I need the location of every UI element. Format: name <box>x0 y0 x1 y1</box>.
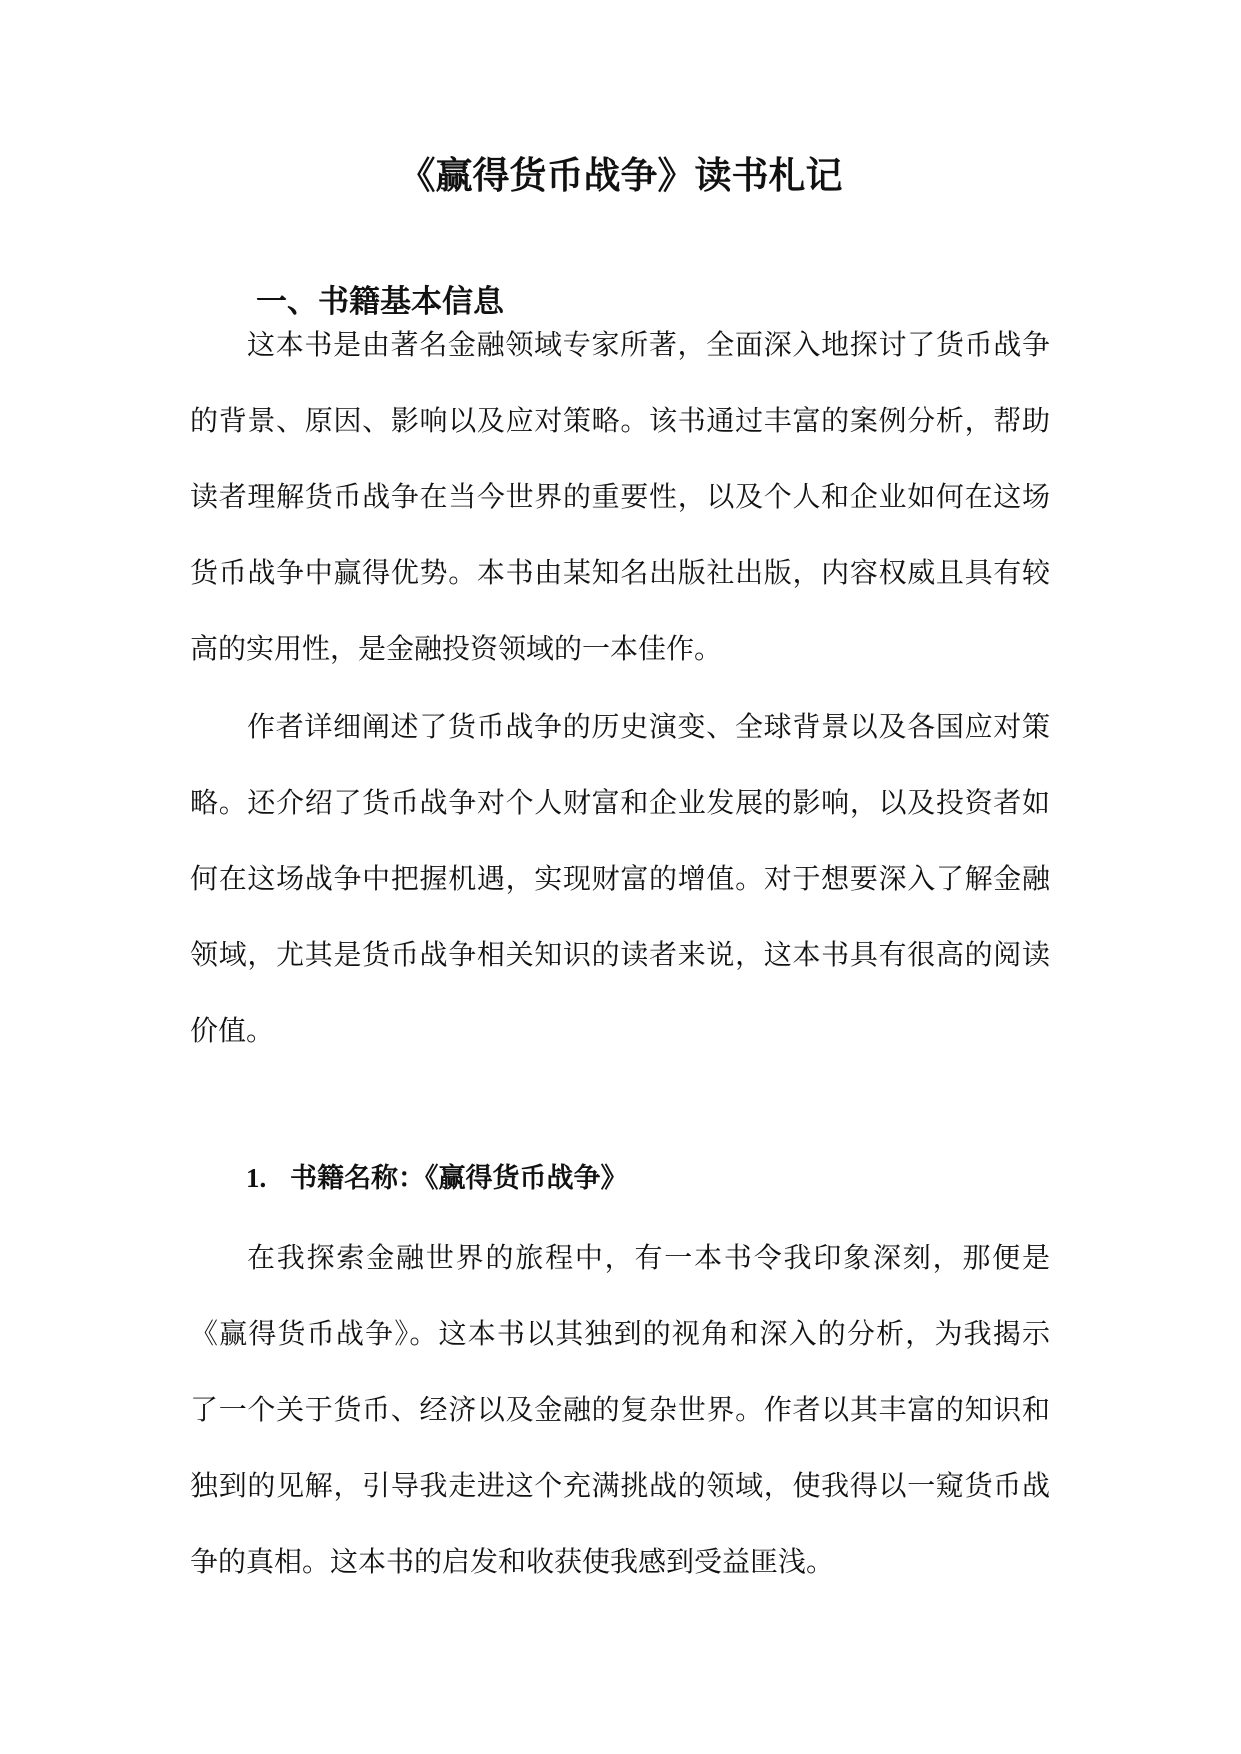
paragraph-line: 略。还介绍了货币战争对个人财富和企业发展的影响，以及投资者如 <box>190 786 1050 819</box>
paragraph-line: 争的真相。这本书的启发和收获使我感到受益匪浅。 <box>190 1545 835 1578</box>
subsection-number: 1. <box>246 1163 267 1193</box>
paragraph-line: 读者理解货币战争在当今世界的重要性，以及个人和企业如何在这场 <box>190 480 1050 513</box>
paragraph-line: 货币战争中赢得优势。本书由某知名出版社出版，内容权威且具有较 <box>190 556 1050 589</box>
subsection-heading <box>246 1158 628 1199</box>
paragraph-line: 的背景、原因、影响以及应对策略。该书通过丰富的案例分析，帮助 <box>190 404 1050 437</box>
paragraph-line: 高的实用性，是金融投资领域的一本佳作。 <box>190 632 723 665</box>
paragraph <box>190 689 1050 1069</box>
paragraph-line: 何在这场战争中把握机遇，实现财富的增值。对于想要深入了解金融 <box>190 862 1050 895</box>
paragraph-line: 这本书是由著名金融领域专家所著，全面深入地探讨了货币战争 <box>247 328 1050 361</box>
paragraph-line: 价值。 <box>190 1014 275 1047</box>
paragraph-line: 在我探索金融世界的旅程中，有一本书令我印象深刻，那便是 <box>247 1241 1050 1274</box>
paragraph-line: 《赢得货币战争》。这本书以其独到的视角和深入的分析，为我揭示 <box>190 1317 1050 1350</box>
paragraph-line: 作者详细阐述了货币战争的历史演变、全球背景以及各国应对策 <box>247 710 1050 743</box>
paragraph <box>190 1220 1050 1600</box>
paragraph-line: 了一个关于货币、经济以及金融的复杂世界。作者以其丰富的知识和 <box>190 1393 1050 1426</box>
document-title: 《赢得货币战争》读书札记 <box>398 154 843 197</box>
subsection-title: 书籍名称：《赢得货币战争》 <box>290 1163 628 1194</box>
section-heading: 一、书籍基本信息 <box>256 284 504 320</box>
paragraph-line: 独到的见解，引导我走进这个充满挑战的领域，使我得以一窥货币战 <box>190 1469 1050 1502</box>
paragraph <box>190 307 1050 687</box>
paragraph-line: 领域，尤其是货币战争相关知识的读者来说，这本书具有很高的阅读 <box>190 938 1050 971</box>
